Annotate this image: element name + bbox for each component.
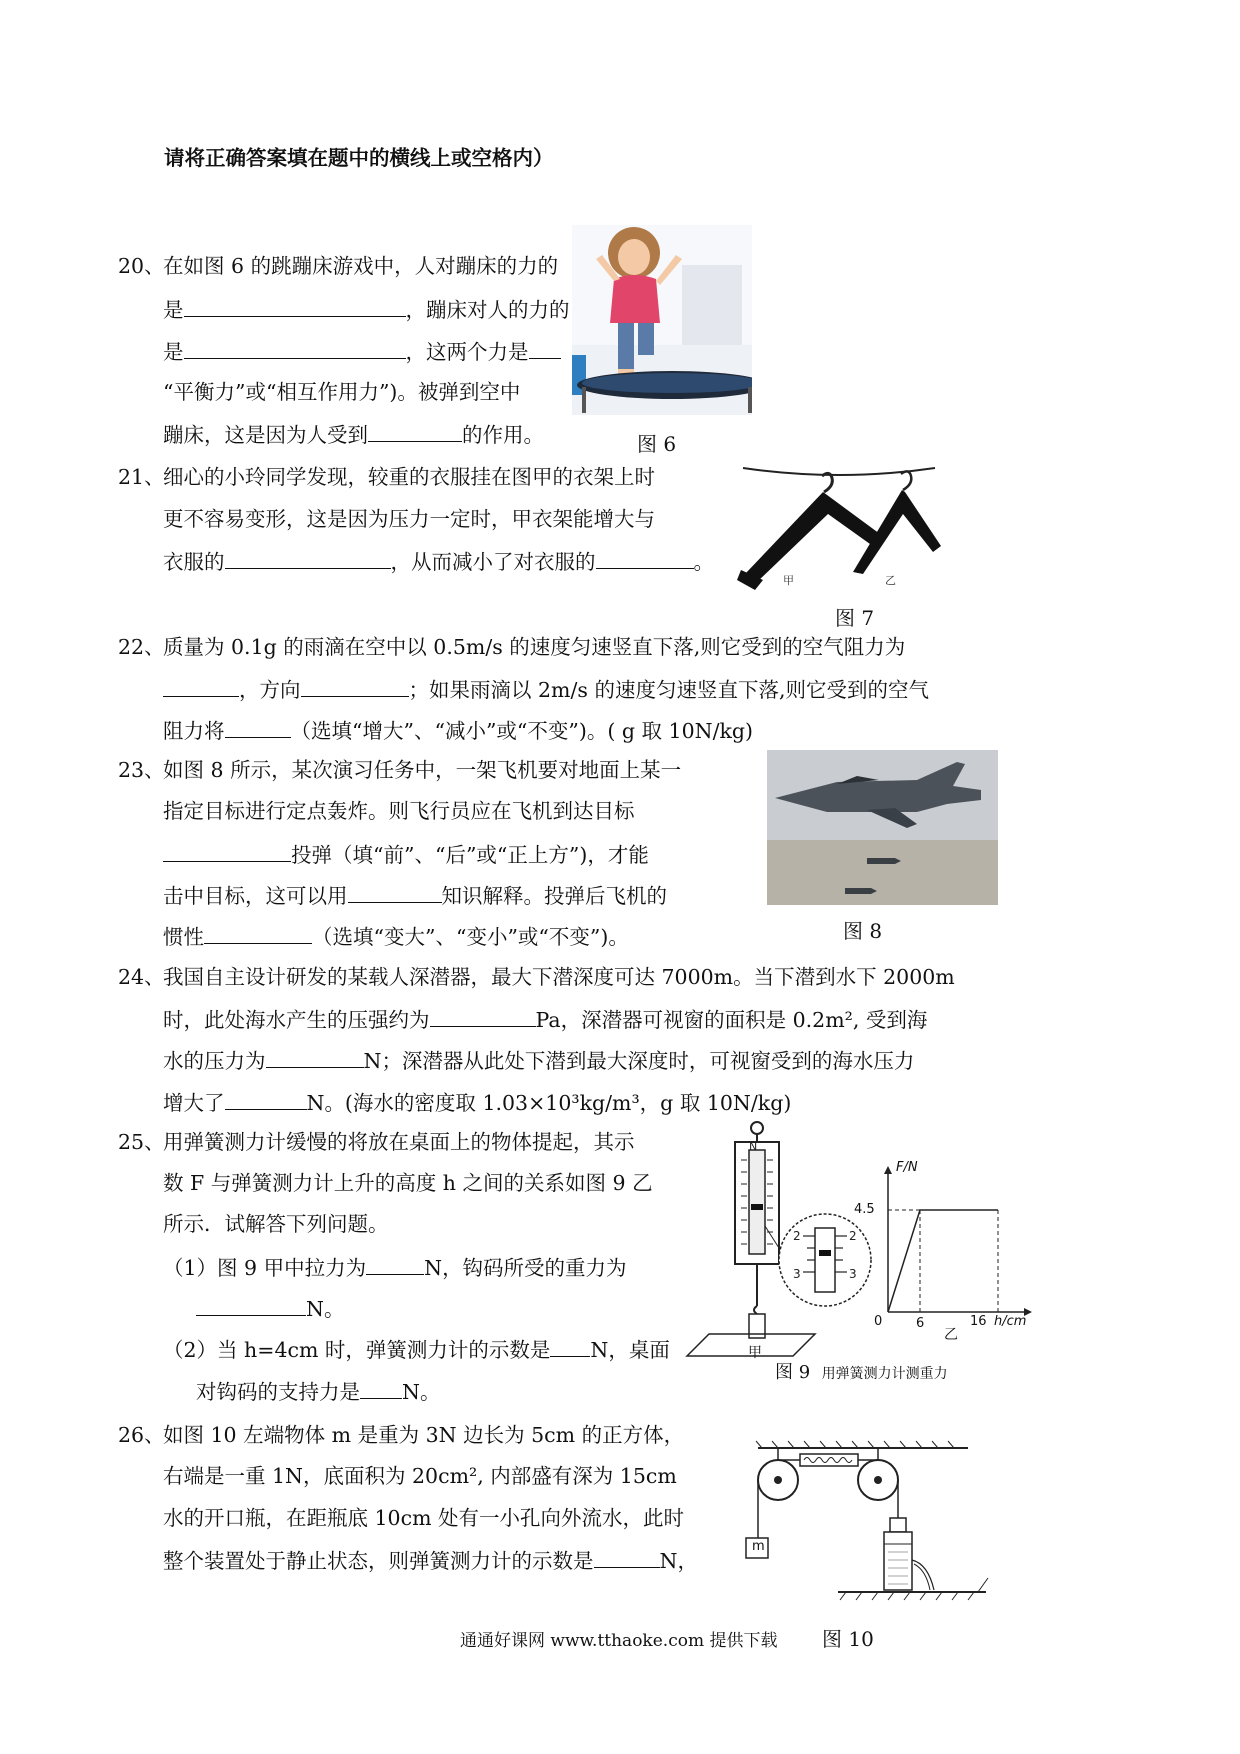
question-text: 时，此处海水产生的压强约为 Pa，深潜器可视窗的面积是 0.2m², 受到海: [163, 1008, 928, 1032]
question-text: 指定目标进行定点轰炸。则飞行员应在飞机到达目标: [163, 799, 635, 823]
graph-label-yi: 乙: [944, 1327, 958, 1343]
figure-caption: 图 6: [637, 432, 677, 456]
spring-scale-diagram: [685, 1120, 875, 1360]
answer-blank[interactable]: [529, 340, 561, 359]
answer-blank[interactable]: [204, 925, 312, 944]
question-text: 右端是一重 1N，底面积为 20cm², 内部盛有深为 15cm: [163, 1464, 677, 1488]
svg-text:N: N: [749, 1140, 758, 1153]
jet-bombing-photo: [767, 750, 998, 905]
question-text: 如图 10 左端物体 m 是重为 3N 边长为 5cm 的正方体，: [163, 1423, 685, 1447]
question-number: 24、: [118, 965, 165, 989]
answer-blank[interactable]: [348, 884, 442, 903]
trampoline-photo: [572, 225, 752, 415]
figure-caption: 图 8: [843, 919, 883, 943]
answer-blank[interactable]: [184, 298, 406, 317]
answer-blank[interactable]: [596, 550, 694, 569]
y-axis-label: F/N: [896, 1160, 918, 1175]
answer-blank[interactable]: [368, 423, 462, 442]
svg-text:2: 2: [793, 1229, 801, 1243]
footer-source: 通通好课网 www.tthaoke.com 提供下载: [460, 1631, 778, 1651]
question-text: 阻力将 （选填“增大”、“减小”或“不变”)。( g 取 10N/kg): [163, 719, 754, 743]
answer-blank[interactable]: [163, 843, 291, 862]
hangers-illustration: [735, 462, 945, 597]
question-text: 更不容易变形，这是因为压力一定时，甲衣架能增大与: [163, 507, 655, 531]
question-number: 26、: [118, 1423, 165, 1447]
figure-caption: 图 10: [822, 1627, 874, 1651]
answer-blank[interactable]: [301, 678, 409, 697]
force-height-graph: [854, 1160, 1040, 1343]
question-text: 蹦床，这是因为人受到 的作用。: [163, 423, 544, 447]
question-number: 25、: [118, 1130, 165, 1154]
svg-text:2: 2: [849, 1229, 857, 1243]
svg-text:3: 3: [849, 1267, 857, 1281]
question-text: 在如图 6 的跳蹦床游戏中，人对蹦床的力的: [163, 254, 559, 278]
question-text: （2）当 h=4cm 时，弹簧测力计的示数是 N，桌面: [163, 1338, 670, 1362]
origin-label: 0: [874, 1314, 883, 1329]
hanger-label-yi: 乙: [885, 574, 896, 587]
answer-blank[interactable]: [225, 719, 291, 738]
hanger-label-jia: 甲: [783, 574, 794, 587]
question-text: N。: [196, 1297, 344, 1320]
question-text: 如图 8 所示，某次演习任务中，一架飞机要对地面上某一: [163, 758, 682, 782]
question-text: 击中目标，这可以用 知识解释。投弹后飞机的: [163, 884, 667, 908]
question-text: 衣服的 ，从而减小了对衣服的 。: [163, 550, 714, 574]
question-text: 对钩码的支持力是 N。: [196, 1380, 441, 1404]
question-text: 是 ，这两个力是: [163, 340, 561, 363]
pulley-apparatus-diagram: [738, 1440, 1010, 1615]
question-text: 水的压力为 N；深潜器从此处下潜到最大深度时，可视窗受到的海水压力: [163, 1049, 915, 1073]
figure-caption: 图 7: [835, 606, 875, 630]
answer-blank[interactable]: [266, 1049, 364, 1068]
section-instruction: 请将正确答案填在题中的横线上或空格内）: [164, 146, 554, 170]
question-text: 水的开口瓶，在距瓶底 10cm 处有一小孔向外流水，此时: [163, 1506, 685, 1530]
diagram-label-jia: 甲: [748, 1345, 762, 1361]
answer-blank[interactable]: [550, 1338, 590, 1357]
question-number: 23、: [118, 758, 165, 782]
mass-label: m: [752, 1539, 765, 1554]
question-text: 细心的小玲同学发现，较重的衣服挂在图甲的衣架上时: [163, 465, 655, 489]
question-text: 质量为 0.1g 的雨滴在空中以 0.5m/s 的速度匀速竖直下落,则它受到的空气阻力为: [163, 635, 906, 659]
answer-blank[interactable]: [430, 1008, 536, 1027]
question-text: 数 F 与弹簧测力计上升的高度 h 之间的关系如图 9 乙: [163, 1171, 653, 1195]
answer-blank[interactable]: [196, 1297, 306, 1316]
question-text: 投弹（填“前”、“后”或“正上方”)，才能: [163, 843, 649, 866]
answer-blank[interactable]: [360, 1380, 402, 1399]
figure-caption: 图 9 用弹簧测力计测重力: [775, 1362, 948, 1383]
answer-blank[interactable]: [225, 1091, 307, 1110]
question-text: （1）图 9 甲中拉力为 N，钩码所受的重力为: [163, 1256, 627, 1280]
answer-blank[interactable]: [225, 550, 391, 569]
answer-blank[interactable]: [163, 678, 239, 697]
question-text: 所示．试解答下列问题。: [163, 1212, 389, 1236]
x-axis-label: h/cm: [994, 1314, 1027, 1329]
x-tick-label: 6: [916, 1316, 925, 1331]
question-text: 是 ，蹦床对人的力的: [163, 298, 570, 322]
answer-blank[interactable]: [594, 1549, 660, 1568]
y-tick-label: 4.5: [854, 1202, 875, 1217]
answer-blank[interactable]: [366, 1256, 424, 1275]
question-text: 惯性 （选填“变大”、“变小”或“不变”)。: [163, 925, 629, 949]
question-text: 增大了 N。(海水的密度取 1.03×10³kg/m³，g 取 10N/kg): [163, 1091, 792, 1115]
question-text: 用弹簧测力计缓慢的将放在桌面上的物体提起，其示: [163, 1130, 635, 1154]
question-text: “平衡力”或“相互作用力”)。被弹到空中: [163, 380, 521, 404]
answer-blank[interactable]: [184, 340, 406, 359]
svg-text:3: 3: [793, 1267, 801, 1281]
x-tick-label: 16: [970, 1314, 987, 1329]
question-text: 整个装置处于静止状态，则弹簧测力计的示数是 N，: [163, 1549, 698, 1573]
question-number: 21、: [118, 465, 165, 489]
question-number: 20、: [118, 254, 165, 278]
question-text: 我国自主设计研发的某载人深潜器，最大下潜深度可达 7000m。当下潜到水下 2000m: [163, 965, 955, 989]
question-number: 22、: [118, 635, 165, 659]
question-text: ，方向 ；如果雨滴以 2m/s 的速度匀速竖直下落,则它受到的空气: [163, 678, 929, 701]
